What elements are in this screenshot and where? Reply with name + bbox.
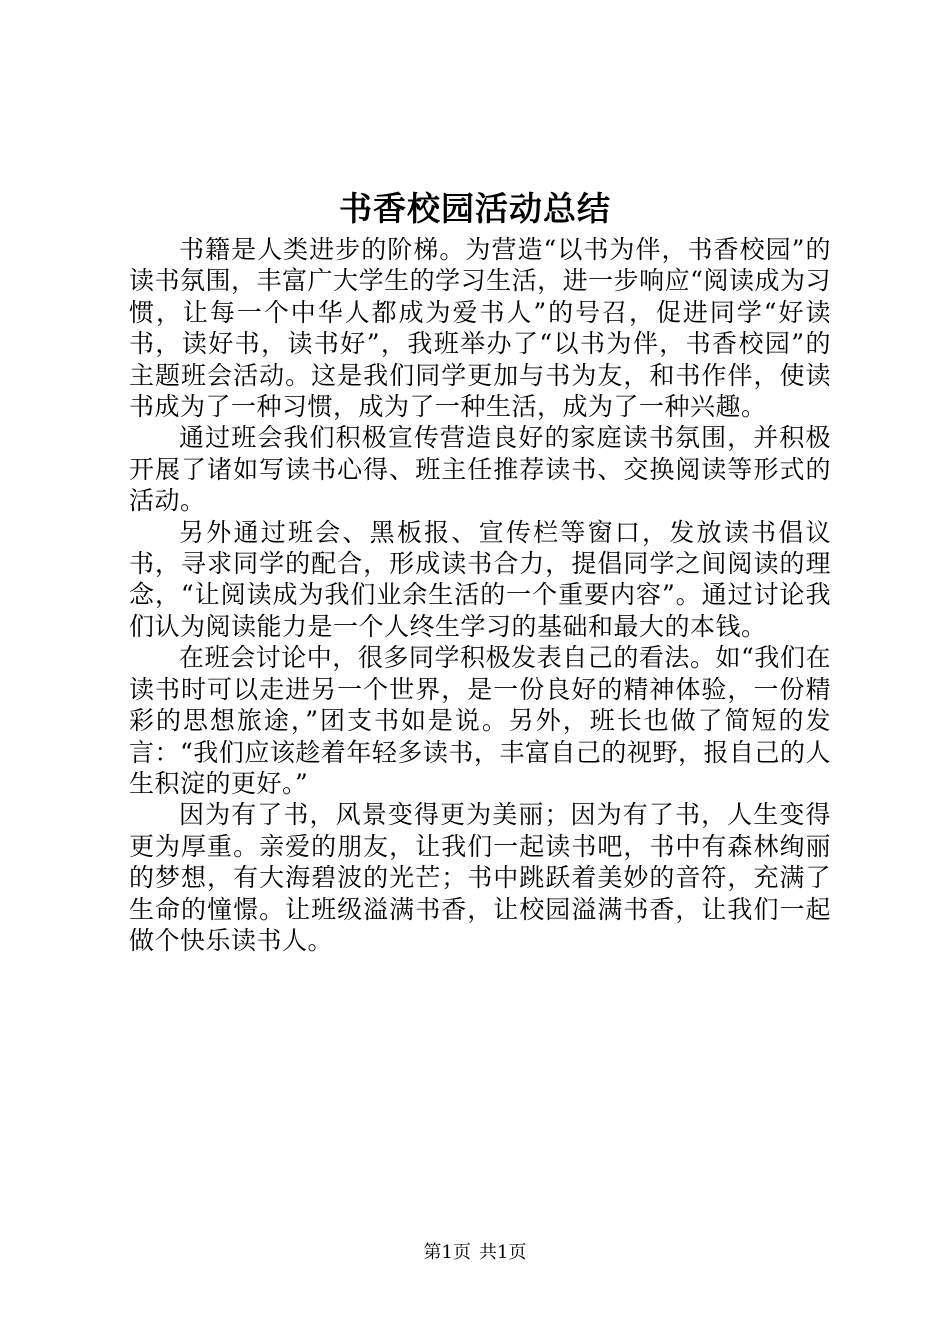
paragraph-5: 因为有了书，风景变得更为美丽；因为有了书，人生变得更为厚重。亲爱的朋友，让我们一起读书吧，书中有森林绚丽的梦想，有大海碧波的光芒；书中跳跃着美妙的音符，充满了生命的憧憬。让班级溢满书香，让校园溢满书香，让我们一起做个快乐读书人。 bbox=[129, 800, 831, 955]
paragraph-4: 在班会讨论中，很多同学积极发表自己的看法。如“我们在读书时可以走进另一个世界，是一份良好的精神体验，一份精彩的思想旅途，”团支书如是说。另外，班长也做了简短的发言：“我们应该趁着年轻多读书，丰富自己的视野，报自己的人生积淀的更好。” bbox=[129, 643, 831, 798]
page-title: 书香校园活动总结 bbox=[339, 189, 611, 228]
page-footer bbox=[0, 1241, 950, 1265]
paragraph-3: 另外通过班会、黑板报、宣传栏等窗口，发放读书倡议书，寻求同学的配合，形成读书合力，提倡同学之间阅读的理念，“让阅读成为我们业余生活的一个重要内容”。通过讨论我们认为阅读能力是一个人终生学习的基础和最大的本钱。 bbox=[129, 517, 831, 641]
page-total: 共1页 bbox=[479, 1242, 527, 1263]
paragraph-1: 书籍是人类进步的阶梯。为营造“以书为伴，书香校园”的读书氛围，丰富广大学生的学习生活，进一步响应“阅读成为习惯，让每一个中华人都成为爱书人”的号召，促进同学“好读书，读好书，读书好”，我班举办了“以书为伴，书香校园”的主题班会活动。这是我们同学更加与书为友，和书作伴，使读书成为了一种习惯，成为了一种生活，成为了一种兴趣。 bbox=[129, 235, 831, 422]
document-body bbox=[129, 234, 831, 956]
paragraph-2: 通过班会我们积极宣传营造良好的家庭读书氛围，并积极开展了诸如写读书心得、班主任推荐读书、交换阅读等形式的活动。 bbox=[129, 423, 831, 516]
page-number: 第1页 bbox=[423, 1242, 471, 1263]
